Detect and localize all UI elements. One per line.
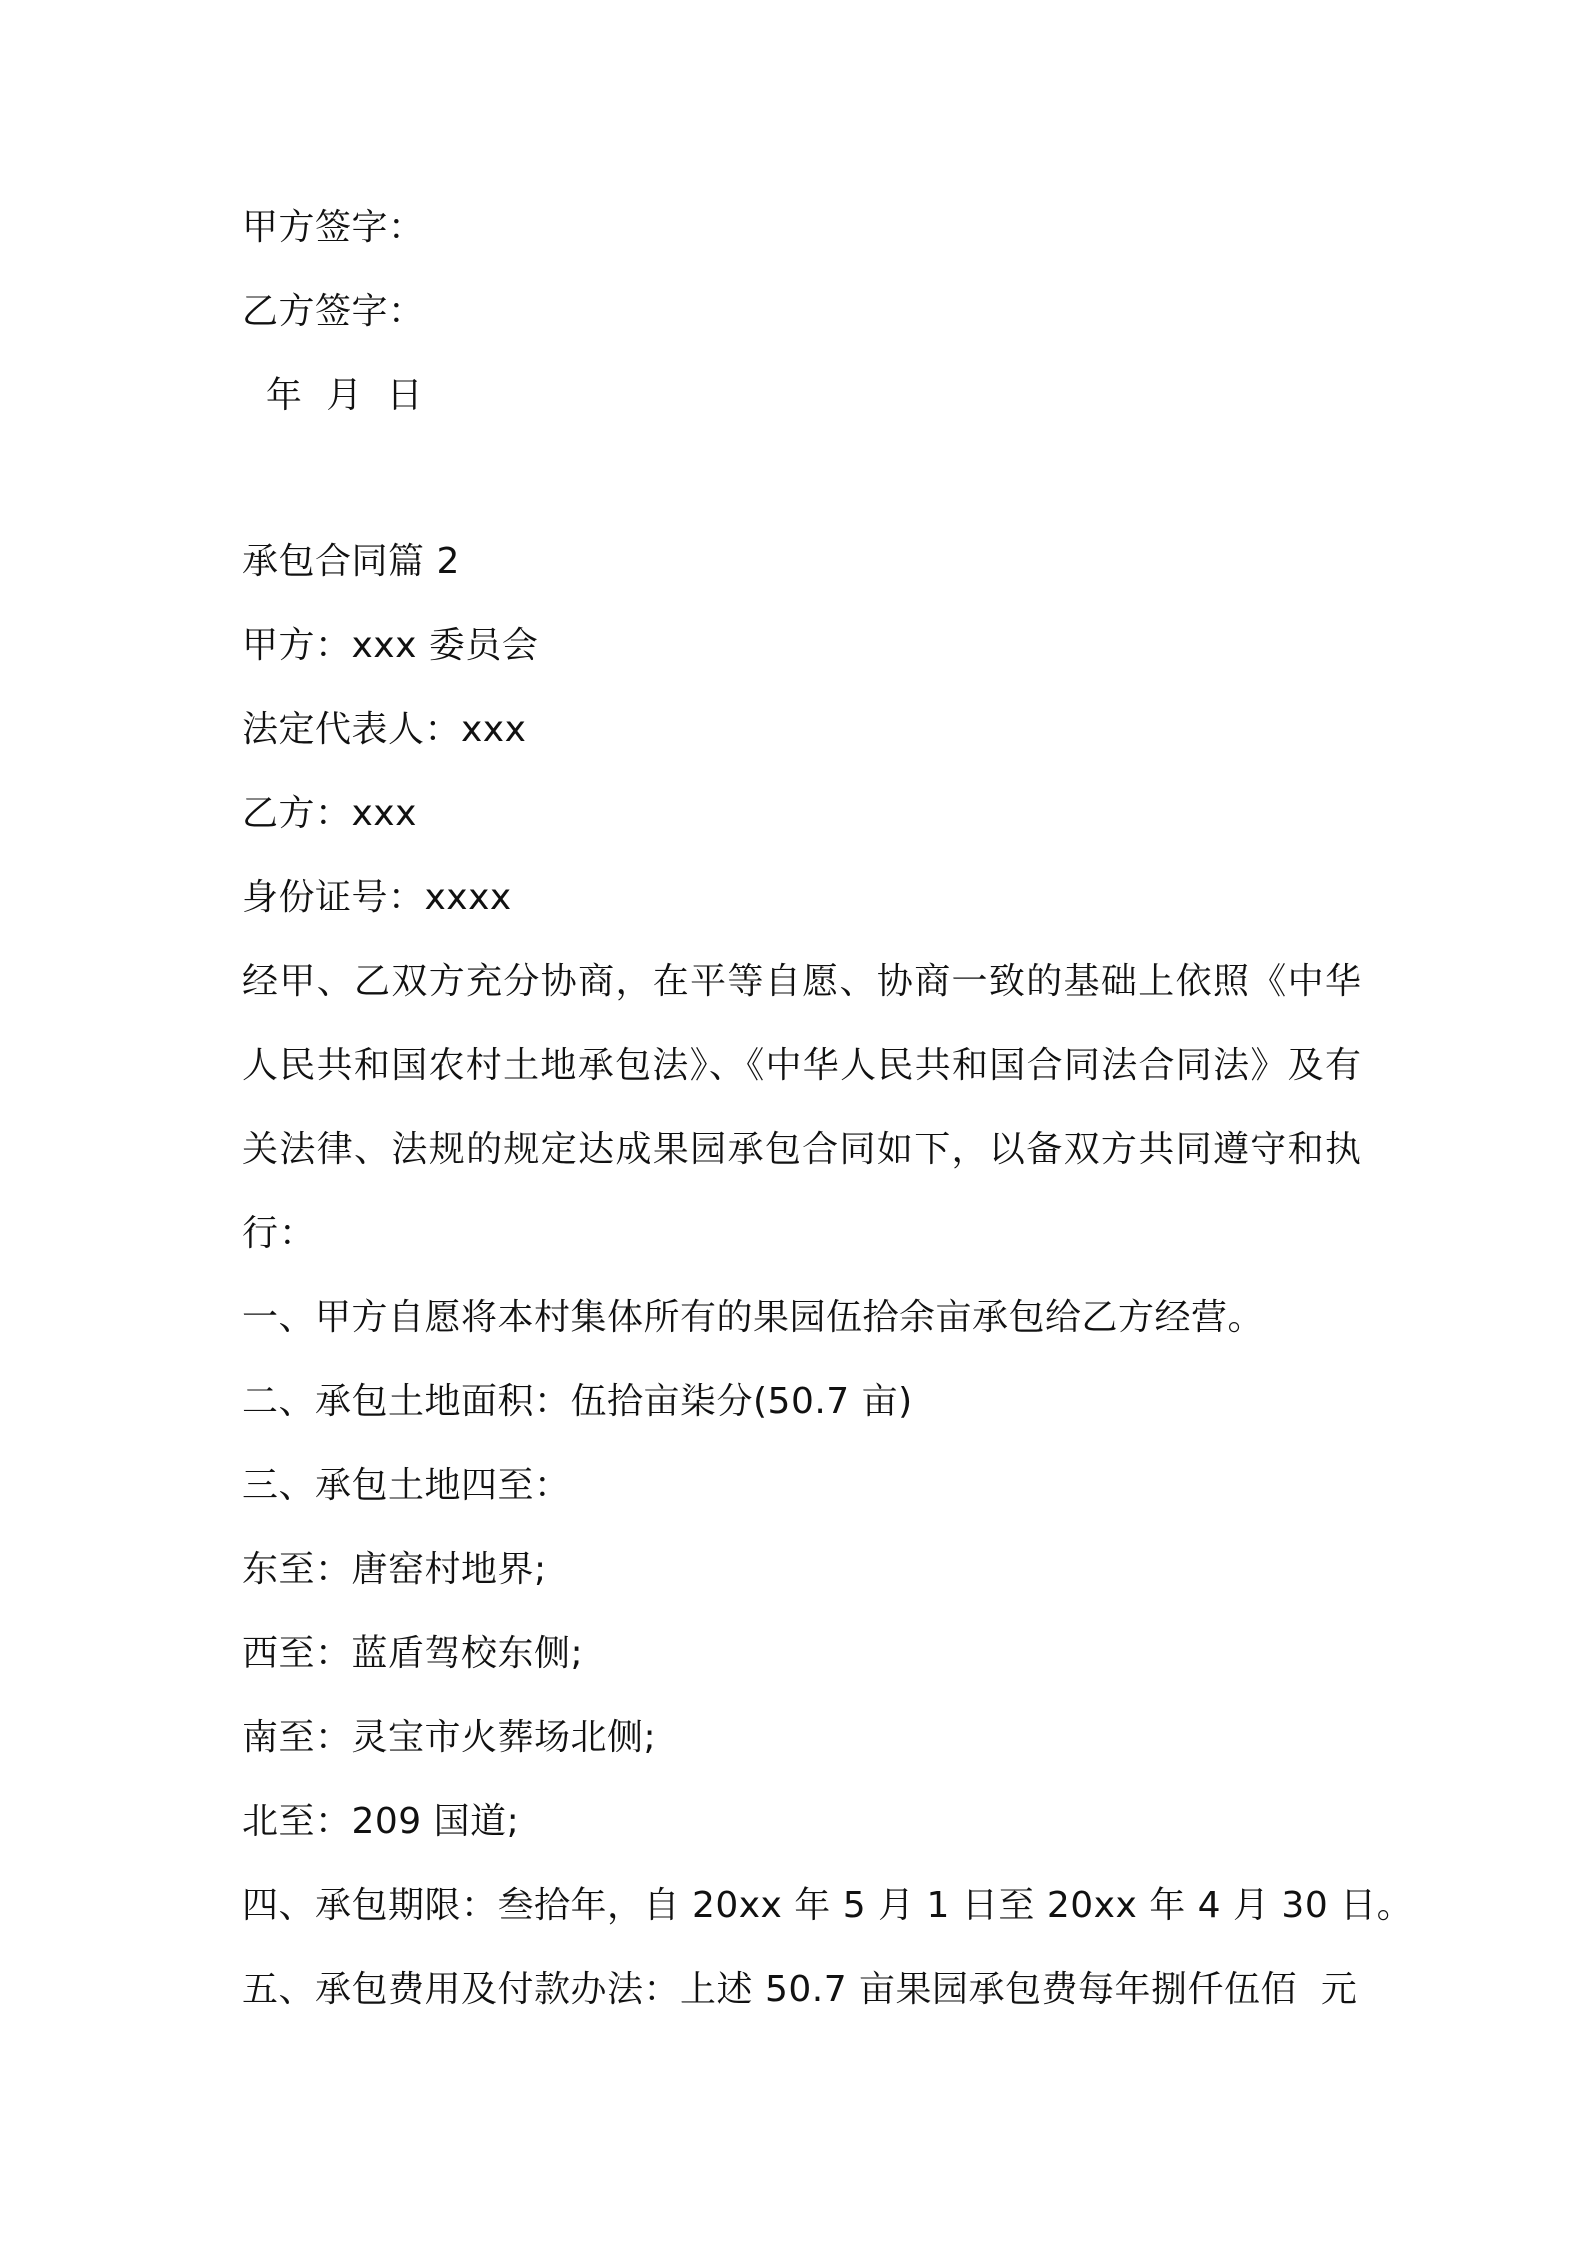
clause-5: 五、承包费用及付款办法：上述 50.7 亩果园承包费每年捌仟伍佰 元 <box>242 1969 1358 2010</box>
clause-3: 三、承包土地四至： <box>242 1465 571 1506</box>
id-number-line: 身份证号：xxxx <box>242 877 512 918</box>
legal-representative-line: 法定代表人：xxx <box>242 709 527 750</box>
clause-2: 二、承包土地面积：伍拾亩柒分(50.7 亩) <box>242 1381 913 1422</box>
contract-title: 承包合同篇 2 <box>242 541 460 582</box>
boundary-north: 北至：209 国道; <box>242 1801 520 1842</box>
preamble-paragraph: 经甲、乙双方充分协商，在平等自愿、协商一致的基础上依照《中华人民共和国农村土地承包法》、《中华人民共和国合同法合同法》及有关法律、法规的规定达成果园承包合同如下，以备双方共同遵守和执行： <box>242 961 1362 1254</box>
boundary-south: 南至：灵宝市火葬场北侧; <box>242 1717 657 1758</box>
party-a-line: 甲方：xxx 委员会 <box>242 625 539 666</box>
boundary-east: 东至：唐窑村地界; <box>242 1549 547 1590</box>
boundary-west: 西至：蓝盾驾校东侧; <box>242 1633 584 1674</box>
party-b-line: 乙方：xxx <box>242 793 417 834</box>
clause-4: 四、承包期限：叁拾年，自 20xx 年 5 月 1 日至 20xx 年 4 月 30 日。 <box>242 1885 1414 1926</box>
party-a-signature-label: 甲方签字： <box>242 207 425 248</box>
party-b-signature-label: 乙方签字： <box>242 291 425 332</box>
clause-1: 一、甲方自愿将本村集体所有的果园伍拾余亩承包给乙方经营。 <box>242 1297 1265 1338</box>
signature-date: 年 月 日 <box>242 375 424 416</box>
